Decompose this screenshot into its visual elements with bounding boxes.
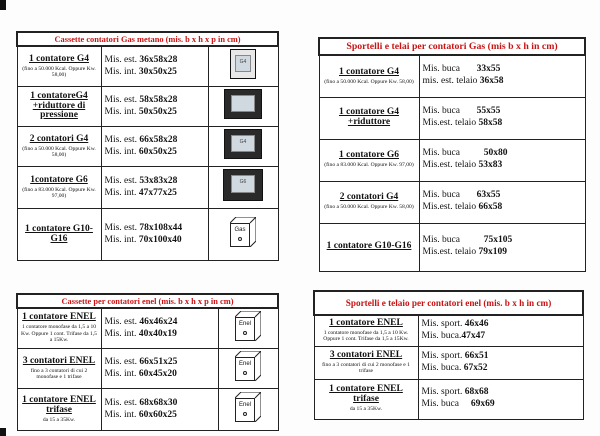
cassette-box-icon: [230, 217, 256, 247]
row-name: 1 contatore ENEL: [22, 312, 96, 323]
scan-edge-top: [0, 0, 6, 10]
ext-label: Mis. est.: [104, 356, 137, 367]
int-label: Mis. int.: [104, 106, 137, 117]
hole-label: Mis. buca: [422, 64, 460, 75]
ext-value: 78x108x44: [139, 222, 183, 233]
row-detail: (fino a 50.000 Kcal. Oppure Kw. 58,00): [22, 145, 96, 158]
box-label: Gas: [234, 227, 246, 233]
table-row: [319, 181, 585, 223]
int-value: 50x50x25: [138, 106, 177, 117]
hole-label: Mis. buca: [422, 106, 460, 117]
hole-value: 55x55: [476, 106, 501, 117]
row-detail: (fino a 83.000 Kcal. Oppure Kw. 97,00): [22, 186, 96, 199]
frame-value: 36x58: [479, 76, 504, 87]
int-label: Mis. int.: [104, 234, 137, 245]
cassette-box-icon: [235, 392, 261, 422]
int-label: Mis. int.: [104, 66, 137, 77]
ext-value: 53x83x28: [139, 175, 178, 186]
row-detail: (fino a 50.000 Kcal. Oppure Kw. 58,00): [324, 78, 414, 85]
gas-cassette-title: Cassette contatori Gas metano (mis. b x h x p in cm): [17, 32, 278, 46]
row-name: 1 contatore G10- G16: [25, 223, 93, 244]
int-label: Mis. int.: [104, 409, 137, 420]
hole-label: Mis. buca: [422, 235, 460, 246]
table-row: [314, 346, 583, 379]
row-name: 1 contatore G4 +riduttore: [339, 107, 399, 127]
frame-label: Mis.est. telaio: [422, 160, 477, 170]
frame-label: Mis.est. telaio: [422, 247, 477, 257]
ext-value: 46x46x24: [139, 316, 178, 327]
frame-label: Mis.est. telaio: [422, 118, 477, 128]
row-name: 1 contatore G4: [29, 53, 89, 64]
table-row: [17, 308, 278, 349]
int-label: Mis. int.: [104, 146, 137, 157]
ext-value: 58x58x28: [139, 94, 178, 105]
hole-value: 69x69: [470, 399, 495, 409]
row-name: 3 contatori ENEL: [329, 349, 403, 360]
table-row: [17, 87, 278, 127]
row-name: 2 contatori G4: [339, 192, 399, 203]
ext-value: 36x58x28: [139, 54, 178, 65]
door-value: 68x68: [464, 387, 489, 398]
ext-value: 68x68x30: [139, 397, 178, 408]
box-label: Enel: [238, 361, 251, 367]
frame-value: 58x58: [478, 118, 503, 128]
table-row: [319, 223, 585, 271]
enel-cassette-table: [16, 293, 279, 431]
hole-value: 50x80: [483, 148, 508, 159]
door-value: 46x46: [464, 318, 489, 329]
ext-value: 66x51x25: [139, 356, 178, 367]
cassette-box-icon: [235, 311, 261, 341]
row-name: 1 contatore ENEL trifase: [329, 384, 403, 405]
table-row: [314, 379, 583, 419]
table-row: [319, 55, 585, 97]
frame-value: 66x58: [478, 202, 503, 212]
frame-label: Mis.est. telaio: [422, 202, 477, 212]
door-label: Mis. sport.: [421, 350, 463, 361]
row-name: 2 contatori G4: [29, 133, 89, 144]
table-row: [17, 209, 278, 261]
ext-label: Mis. est.: [104, 222, 137, 233]
enel-door-title: Sportelli e telaio per contatori enel (mis. b x h in cm): [314, 291, 583, 315]
table-row: [319, 139, 585, 181]
ext-label: Mis. est.: [104, 54, 137, 65]
hole-label: Mis. buca: [422, 148, 460, 159]
row-name: 3 contatori ENEL: [22, 355, 96, 366]
int-value: 30x50x25: [138, 66, 177, 77]
ext-label: Mis. est.: [104, 94, 137, 105]
frame-value: 79x109: [478, 247, 507, 257]
int-label: Mis. int.: [104, 187, 137, 198]
table-row: [319, 97, 585, 139]
gas-door-title: Sportelli e telai per contatori Gas (mis b x h in cm): [319, 38, 585, 55]
table-row: [314, 315, 583, 346]
door-value: 66x51: [464, 350, 489, 361]
frame-label: mis. est. telaio: [422, 76, 478, 87]
row-detail: da 15 a 35Kw.: [42, 416, 76, 423]
row-name: 1 contatore G4: [339, 66, 399, 77]
int-value: 60x45x20: [138, 368, 177, 379]
gas-cassette-table: [16, 31, 279, 261]
row-name: 1 contatore G6: [339, 150, 399, 161]
hole-value: 33x55: [476, 64, 501, 75]
cassette-photo: G4: [224, 129, 262, 159]
ext-value: 66x58x28: [139, 134, 178, 145]
int-value: 47x77x25: [138, 187, 177, 198]
ext-label: Mis. est.: [104, 134, 137, 145]
int-label: Mis. int.: [104, 368, 137, 379]
row-name: 1 contatoreG4 +riduttore di pressione: [30, 90, 88, 121]
scan-edge-bottom: [0, 428, 6, 436]
int-value: 60x60x25: [138, 409, 177, 420]
row-detail: fino a 3 contatori di cui 2 monofase e 1 trifase: [30, 367, 88, 380]
int-label: Mis. int.: [104, 328, 137, 339]
hole-value: 67x52: [463, 362, 488, 373]
hole-label: Mis. buca.: [421, 330, 462, 341]
frame-value: 53x83: [478, 160, 503, 170]
table-row: [17, 389, 278, 431]
hole-value: 75x105: [483, 235, 513, 246]
int-value: 70x100x40: [138, 234, 182, 245]
row-name: 1 contatore ENEL trifase: [22, 394, 96, 415]
hole-value: 47x47: [461, 330, 486, 341]
table-row: [17, 349, 278, 389]
table-row: [17, 46, 278, 87]
row-detail: da 15 a 35Kw.: [349, 406, 383, 413]
row-detail: (fino a 50.000 Kcal. Oppure Kw. 58,00): [22, 65, 96, 78]
int-value: 40x40x19: [138, 328, 177, 339]
enel-cassette-title: Cassette per contatori enel (mis. b x h x p in cm): [17, 294, 278, 308]
cassette-photo: [224, 89, 262, 119]
int-value: 60x50x25: [138, 146, 177, 157]
row-name: 1contatore G6: [30, 174, 88, 185]
table-row: [17, 127, 278, 167]
box-label: Enel: [238, 402, 251, 408]
hole-value: 63x55: [476, 190, 501, 201]
row-name: 1 contatore G10-G16: [326, 241, 412, 252]
ext-label: Mis. est.: [104, 316, 137, 327]
ext-label: Mis. est.: [104, 397, 137, 408]
hole-label: Mis. buca: [422, 190, 460, 201]
cassette-photo: G6: [223, 169, 263, 201]
row-detail: 1 contatore monofase da 1,5 a 10 Kw. Oppure 1 cont. Trifase da 1,5 a 15Kw.: [21, 324, 97, 344]
ext-label: Mis. est.: [104, 175, 137, 186]
cassette-box-icon: [235, 351, 261, 381]
row-detail: 1 contatore monofase da 1,5 a 10 Kw. Oppure 1 cont. Trifase da 1,5 a 15Kw.: [323, 329, 409, 343]
door-label: Mis. sport.: [421, 387, 463, 398]
row-detail: (fino a 50.000 Kcal. Oppure Kw. 58,00): [324, 204, 414, 211]
enel-door-table: [313, 290, 584, 420]
box-label: Enel: [238, 321, 251, 327]
hole-label: Mis. buca.: [421, 362, 462, 373]
row-detail: (fino a 83.000 Kcal. Oppure Kw. 97,00): [324, 162, 414, 169]
gas-door-table: [318, 37, 586, 272]
row-name: 1 contatore ENEL: [329, 317, 403, 328]
door-label: Mis. sport.: [421, 318, 463, 329]
cassette-photo: G4: [230, 49, 256, 79]
hole-label: Mis. buca: [421, 399, 459, 409]
row-detail: fino a 3 contatori di cui 2 monofase e 1 trifase: [322, 361, 410, 374]
table-row: [17, 167, 278, 209]
